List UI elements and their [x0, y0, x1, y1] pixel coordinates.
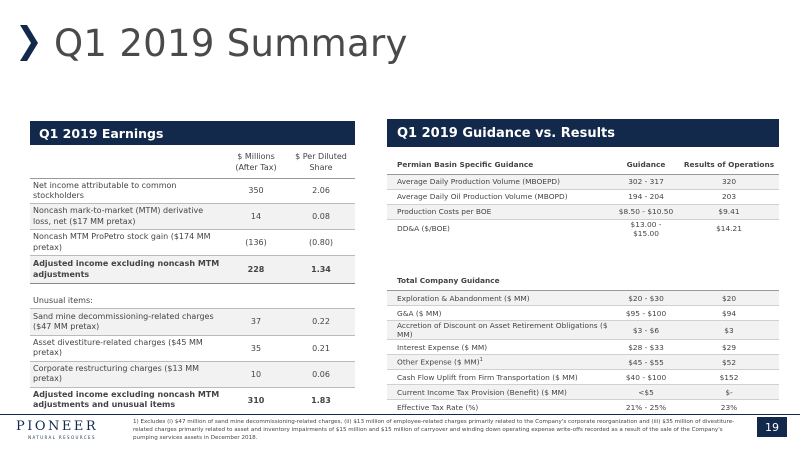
millions-column-header: $ Millions (After Tax)	[225, 148, 287, 178]
table-row: Corporate restructuring charges ($13 MM pretax) 10 0.06	[30, 361, 355, 387]
table-row: Other Expense ($ MM)$^1$ $45 - $55 $52	[387, 355, 779, 370]
table-row: Production Costs per BOE $8.50 - $10.50 $9.41	[387, 204, 779, 219]
table-row: Interest Expense ($ MM) $28 - $33 $29	[387, 340, 779, 355]
table-row: Net income attributable to common stockholders 350 2.06	[30, 178, 355, 204]
table-row: Sand mine decommissioning-related charges ($47 MM pretax) 37 0.22	[30, 308, 355, 335]
table-row: Exploration & Abandonment ($ MM) $20 - $30 $20	[387, 291, 779, 306]
permian-column-header: Permian Basin Specific Guidance	[387, 155, 613, 174]
table-row: Average Daily Production Volume (MBOEPD) 302 - 317 320	[387, 174, 779, 189]
footnote: 1) Excludes (i) $47 million of sand mine decommissioning-related charges, (ii) $13 million of employee-related charges primarily related to the Company's corporate reorganization and (iii) $35 million of divestiture-related charges primarily related to asset and inventory impairments of $15 million and $15 million of carryover and winding down operating expense write-offs recorded as a result of the sale of the Company's pumping services assets in December 2018.	[133, 419, 735, 442]
table-row: Noncash MTM ProPetro stock gain ($174 MM pretax) (136) (0.80)	[30, 230, 355, 256]
table-row: Adjusted income excluding noncash MTM adjustments and unusual items 310 1.83	[33, 389, 331, 410]
guidance-table	[387, 155, 779, 415]
label-column-header	[30, 148, 225, 178]
page-title: Q1 2019 Summary	[54, 21, 408, 65]
earnings-panel	[30, 121, 355, 413]
guidance-panel	[387, 119, 779, 415]
earnings-header: Q1 2019 Earnings	[30, 121, 355, 145]
total-company-header-row: Total Company Guidance	[387, 272, 779, 291]
table-row: Noncash mark-to-market (MTM) derivative loss, net ($17 MM pretax) 14 0.08	[30, 204, 355, 230]
unusual-items-label-row: Unusual items:	[30, 294, 355, 309]
table-row: Accretion of Discount on Asset Retirement Obligations ($ MM) $3 - $6 $3	[387, 321, 779, 340]
table-row: Adjusted income excluding noncash MTM adjustments 228 1.34	[30, 256, 355, 284]
chevron-right-icon	[18, 23, 40, 63]
results-column-header: Results of Operations	[679, 155, 779, 174]
page-number: 19	[757, 417, 787, 437]
guidance-column-header: Guidance	[613, 155, 679, 174]
table-row: Current Income Tax Provision (Benefit) ($ MM) <$5 $-	[387, 385, 779, 400]
guidance-header: Q1 2019 Guidance vs. Results	[387, 119, 779, 147]
per-share-column-header: $ Per Diluted Share	[287, 148, 355, 178]
table-row: G&A ($ MM) $95 - $100 $94	[387, 306, 779, 321]
table-row: Average Daily Oil Production Volume (MBOPD) 194 - 204 203	[387, 189, 779, 204]
table-row: Asset divestiture-related charges ($45 MM pretax) 35 0.21	[30, 335, 355, 361]
table-row: Cash Flow Uplift from Firm Transportation ($ MM) $40 - $100 $152	[387, 370, 779, 385]
pioneer-logo: PIONEER NATURAL RESOURCES	[16, 419, 99, 440]
footer-divider	[0, 414, 800, 415]
title-row	[18, 18, 408, 68]
table-row: DD&A ($/BOE) $13.00 - $15.00 $14.21	[397, 219, 742, 238]
earnings-table	[30, 148, 355, 413]
table-row: Effective Tax Rate (%) 21% - 25% 23%	[397, 402, 738, 412]
